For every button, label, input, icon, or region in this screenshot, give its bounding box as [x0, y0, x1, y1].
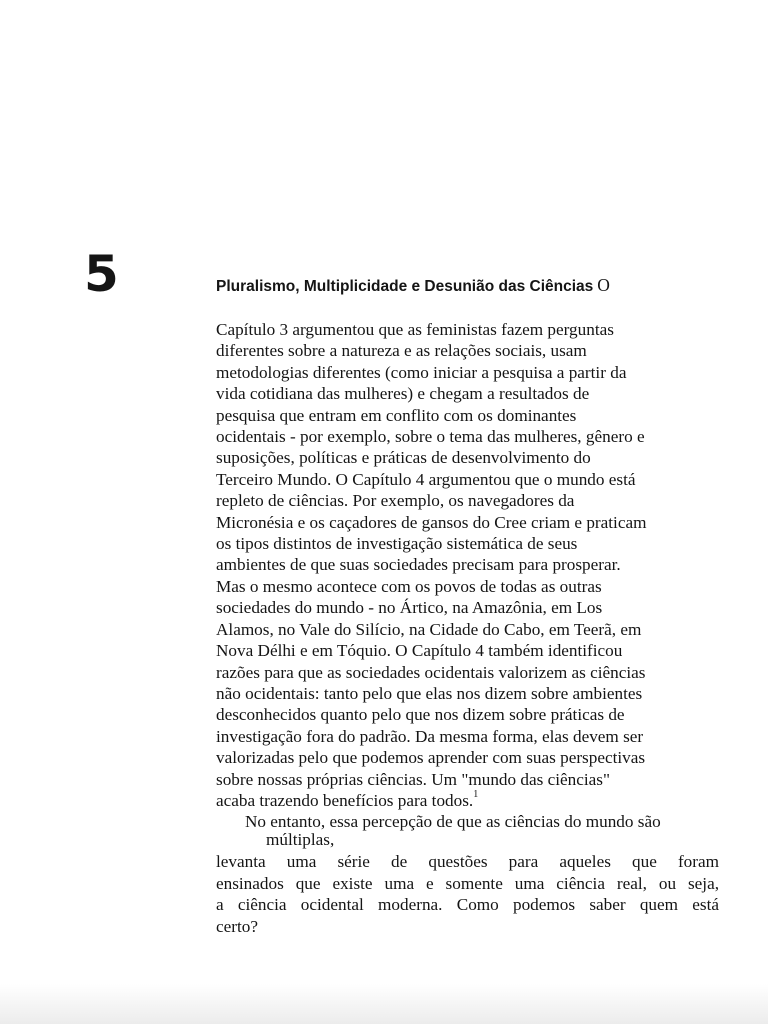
justified-line: ensinados que existe uma e somente uma ciência real, ou seja, [216, 873, 719, 893]
body-line: Mas o mesmo acontece com os povos de todas as outras [216, 576, 602, 596]
body-line: desconhecidos quanto pelo que nos dizem sobre práticas de [216, 705, 625, 725]
body-line: metodologias diferentes (como iniciar a pesquisa a partir da [216, 362, 627, 382]
body-line-text: acaba trazendo benefícios para todos. [216, 790, 474, 810]
body-line: sobre nossas próprias ciências. Um "mundo das ciências" [216, 769, 610, 789]
chapter-heading [216, 275, 610, 296]
body-line: certo? [216, 916, 258, 936]
body-line: ocidentais - por exemplo, sobre o tema das mulheres, gênero e [216, 427, 645, 447]
justified-line: levanta uma série de questões para aqueles que foram [216, 852, 719, 872]
body-line: pesquisa que entram em conflito com os dominantes [216, 405, 577, 425]
body-line: suposições, políticas e práticas de desenvolvimento do [216, 448, 591, 468]
body-line: repleto de ciências. Por exemplo, os navegadores da [216, 491, 575, 511]
body-line: Micronésia e os caçadores de gansos do Cree criam e praticam [216, 512, 647, 532]
body-line: investigação fora do padrão. Da mesma forma, elas devem ser [216, 726, 644, 746]
body-line: vida cotidiana das mulheres) e chegam a resultados de [216, 384, 590, 404]
body-line: sociedades do mundo - no Ártico, na Amazônia, em Los [216, 598, 603, 618]
body-line: Nova Délhi e em Tóquio. O Capítulo 4 também identificou [216, 641, 623, 661]
body-line: Alamos, no Vale do Silício, na Cidade do Cabo, em Teerã, em [216, 619, 642, 639]
indented-line-continuation: múltiplas, [266, 830, 335, 850]
justified-line: a ciência ocidental moderna. Como podemos saber quem está [216, 895, 719, 915]
chapter-number: 5 [84, 245, 119, 303]
body-line: os tipos distintos de investigação sistemática de seus [216, 534, 578, 554]
body-line: ambientes de que suas sociedades precisam para prosperar. [216, 555, 621, 575]
body-line: valorizadas pelo que podemos aprender com suas perspectivas [216, 748, 646, 768]
body-line: Capítulo 3 argumentou que as feministas fazem perguntas [216, 320, 614, 339]
chapter-title: Pluralismo, Multiplicidade e Desunião das Ciências [216, 278, 594, 295]
body-line: diferentes sobre a natureza e as relações sociais, usam [216, 341, 587, 361]
page-bottom-edge [0, 984, 768, 1024]
body-line: razões para que as sociedades ocidentais valorizem as ciências [216, 662, 646, 682]
footnote-marker: 1 [473, 789, 479, 801]
body-text [216, 319, 756, 937]
indented-line: No entanto, essa percepção de que as ciências do mundo são [245, 812, 661, 832]
indented-paragraph [245, 813, 765, 849]
chapter-title-tail: O [597, 275, 610, 295]
body-line [216, 790, 756, 811]
body-line: não ocidentais: tanto pelo que elas nos dizem sobre ambientes [216, 683, 643, 703]
body-line: Terceiro Mundo. O Capítulo 4 argumentou que o mundo está [216, 469, 636, 489]
